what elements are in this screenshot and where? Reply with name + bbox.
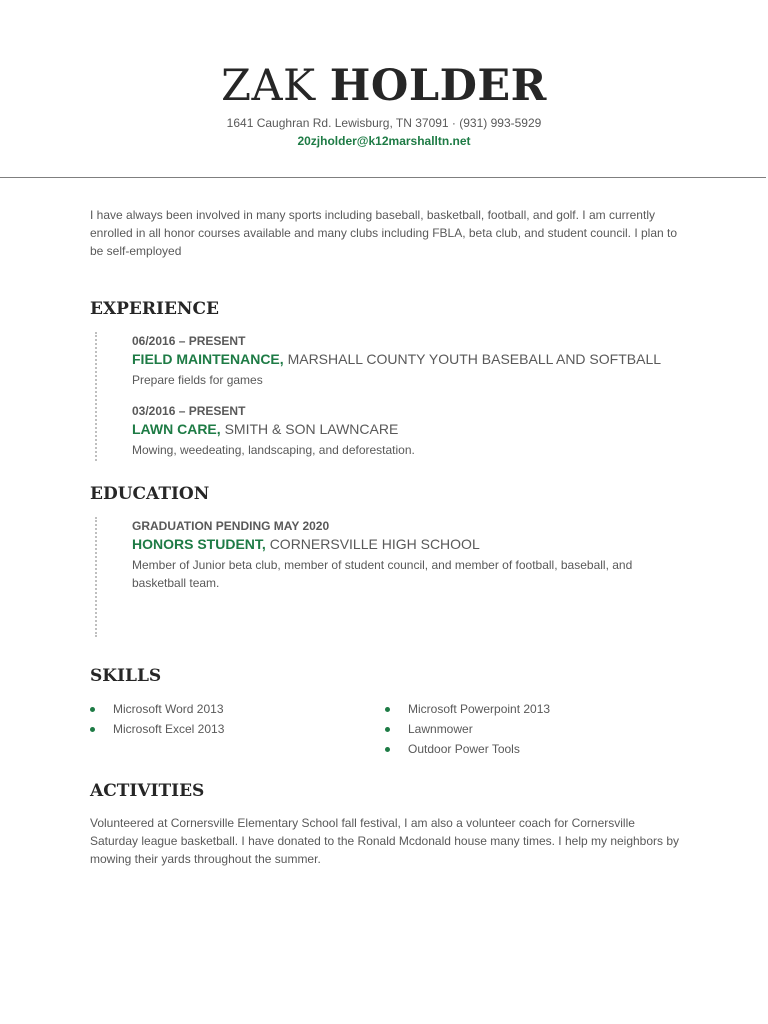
bullet-icon [90,707,95,712]
experience-heading: EXPERIENCE [90,299,219,319]
entry-organization: MARSHALL COUNTY YOUTH BASEBALL AND SOFTBALL [287,351,662,367]
entry-role: FIELD MAINTENANCE, [132,351,284,367]
entry-title [132,534,680,554]
activities-heading: ACTIVITIES [90,781,205,801]
entry-organization: CORNERSVILLE HIGH SCHOOL [269,536,480,552]
entry-role: LAWN CARE, [132,421,221,437]
objective-text: I have always been involved in many sports including baseball, basketball, football, and golf. I am currently enrolled in all honor courses available and many clubs including FBLA, beta club, and student council. I plan to be self-employed [90,208,678,258]
entry-date: 06/2016 – PRESENT [132,334,246,348]
bullet-icon [385,727,390,732]
experience-timeline [95,332,680,461]
entry-description: Mowing, weedeating, landscaping, and deforestation. [132,443,415,457]
education-heading: EDUCATION [90,484,210,504]
skill-item: Lawnmower [385,719,680,739]
skills-list [90,699,680,759]
skill-item: Microsoft Powerpoint 2013 [385,699,680,719]
entry-date: 03/2016 – PRESENT [132,404,246,418]
contact-info: 1641 Caughran Rd. Lewisburg, TN 37091 · (931) 993-5929 [226,116,542,130]
entry-title [132,349,680,369]
education-entry [132,518,680,592]
entry-organization: SMITH & SON LAWNCARE [224,421,399,437]
bullet-icon [385,747,390,752]
skill-item: Microsoft Word 2013 [90,699,385,719]
experience-entry [132,333,680,389]
bullet-icon [90,727,95,732]
candidate-name [0,60,768,112]
skills-column-right [385,699,680,759]
skill-item: Outdoor Power Tools [385,739,680,759]
experience-entry [132,403,680,459]
entry-description: Member of Junior beta club, member of student council, and member of football, baseball, and basketball team. [132,558,633,590]
skill-item: Microsoft Excel 2013 [90,719,385,739]
resume-body [90,206,680,868]
entry-role: HONORS STUDENT, [132,536,266,552]
entry-title [132,419,680,439]
education-timeline [95,517,680,637]
entry-description: Prepare fields for games [132,373,263,387]
resume-header [0,60,768,150]
entry-date: GRADUATION PENDING MAY 2020 [132,519,330,533]
header-divider [0,177,766,178]
activities-text: Volunteered at Cornersville Elementary School fall festival, I am also a volunteer coach for Cornersville Saturday league basketball. I have donated to the Ronald Mcdonald house many times. I help my neighbors by mowing their yards throughout the summer. [90,816,680,866]
skills-column-left [90,699,385,759]
first-name: ZAK [221,61,316,111]
bullet-icon [385,707,390,712]
last-name: HOLDER [329,61,547,111]
skills-heading: SKILLS [90,666,162,686]
email-link[interactable]: 20zjholder@k12marshalltn.net [297,134,471,148]
